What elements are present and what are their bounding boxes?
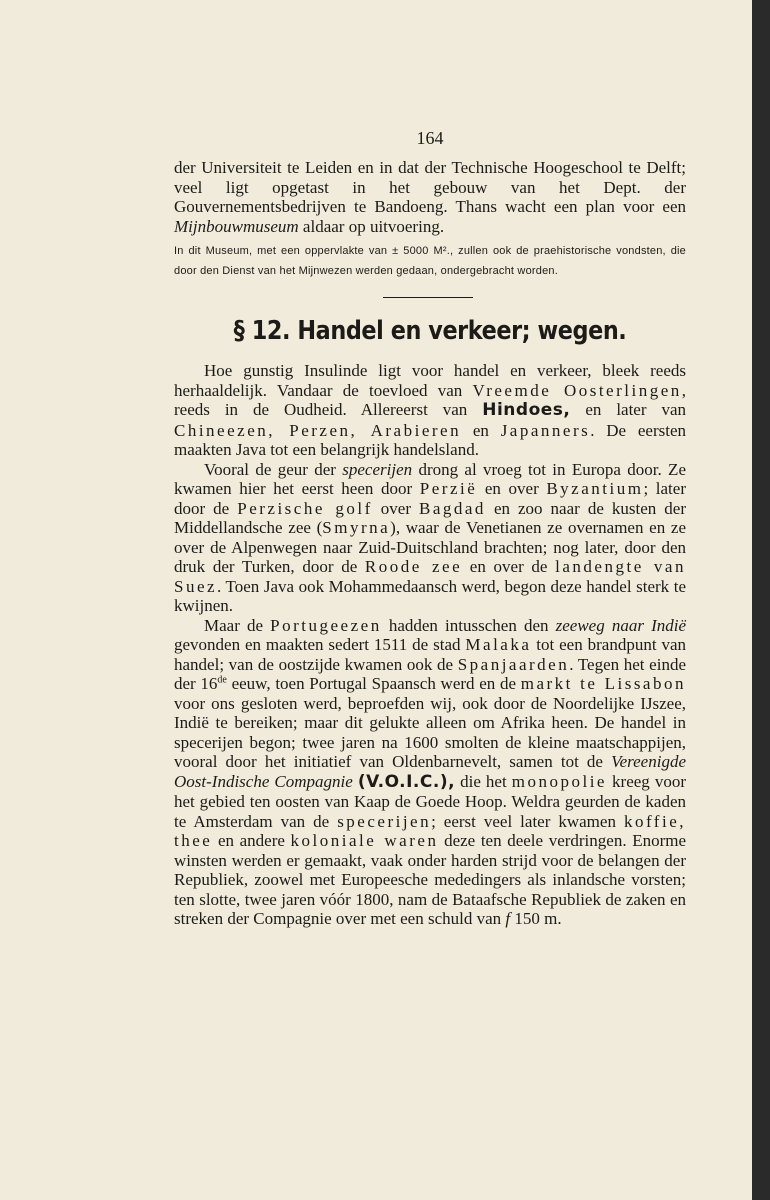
footnote-text: In dit Museum, met een oppervlakte van ± 5000 M²., zullen ook de praehistorische vondsten, die door den Dienst van het Mijnwezen werden gedaan, ondergebracht worden. xyxy=(174,245,686,277)
paragraph-2: Vooral de geur der specerijen drong al vroeg tot in Europa door. Ze kwamen hier het eerst heen door Perzië en over Byzantium; later door de Perzische golf over Bagdad en zoo naar de kusten der Middellandsche zee (Smyrna), waar de Venetianen ze overnamen en ze over de Alpenwegen naar Zuid-Duitschland brachten; nog later, door den druk der Turken, door de Roode zee en over de landengte van Suez. Toen Java ook Mohammedaansch werd, begon deze handel sterk te kwijnen. xyxy=(174,459,686,615)
intro-text: der Universiteit te Leiden en in dat der Technische Hoogeschool te Delft; veel ligt opgetast in het gebouw van het Dept. der Gouvernementsbedrijven te Bandoeng. Thans wacht een plan voor een Mijnbouwmuseum aldaar op uitvoering. xyxy=(174,158,686,236)
intro-paragraph xyxy=(174,158,686,236)
page-number: 164 xyxy=(416,128,444,148)
section-heading: § 12. Handel en verkeer; wegen. xyxy=(233,316,627,346)
divider-line xyxy=(383,297,473,298)
paragraph-3: Maar de Portugeezen hadden intusschen den zeeweg naar Indië gevonden en maakten sedert 1511 de stad Malaka tot een brandpunt van handel; van de oostzijde kwamen ook de Spanjaarden. Tegen het einde der 16de eeuw, toen Portugal Spaansch werd en de markt te Lissabon voor ons gesloten werd, beproefden wij, ook door de Noordelijke IJszee, Indië te bereiken; maar dit gelukte alleen om Afrika heen. De handel in specerijen begon; twee jaren na 1600 smolten de kleine maatschappijen, vooral door het initiatief van Oldenbarnevelt, samen tot de Vereenigde Oost-Indische Compagnie (V.O.I.C.), die het monopolie kreeg voor het gebied ten oosten van Kaap de Goede Hoop. Weldra geurden de kaden te Amsterdam van de specerijen; eerst veel later kwamen koffie, thee en andere koloniale waren deze ten deele verdringen. Enorme winsten werden er gemaakt, vaak onder harden strijd voor de belangen der Republiek, zoowel met Europeesche mededingers als inlandsche vorsten; ten slotte, twee jaren vóór 1800, nam de Bataafsche Republiek de zaken en streken der Compagnie over met een schuld van f 150 m. xyxy=(174,615,687,928)
paragraph-1: Hoe gunstig Insulinde ligt voor handel en verkeer, bleek reeds herhaaldelijk. Vandaar de toevloed van Vreemde Oosterlingen, reeds in de Oudheid. Allereerst van Hindoes, en later van Chineezen, Perzen, Arabieren en Japanners. De eersten maakten Java tot een belangrijk handelsland. xyxy=(174,361,687,459)
body-text xyxy=(174,361,686,929)
footnote-block xyxy=(174,242,686,281)
